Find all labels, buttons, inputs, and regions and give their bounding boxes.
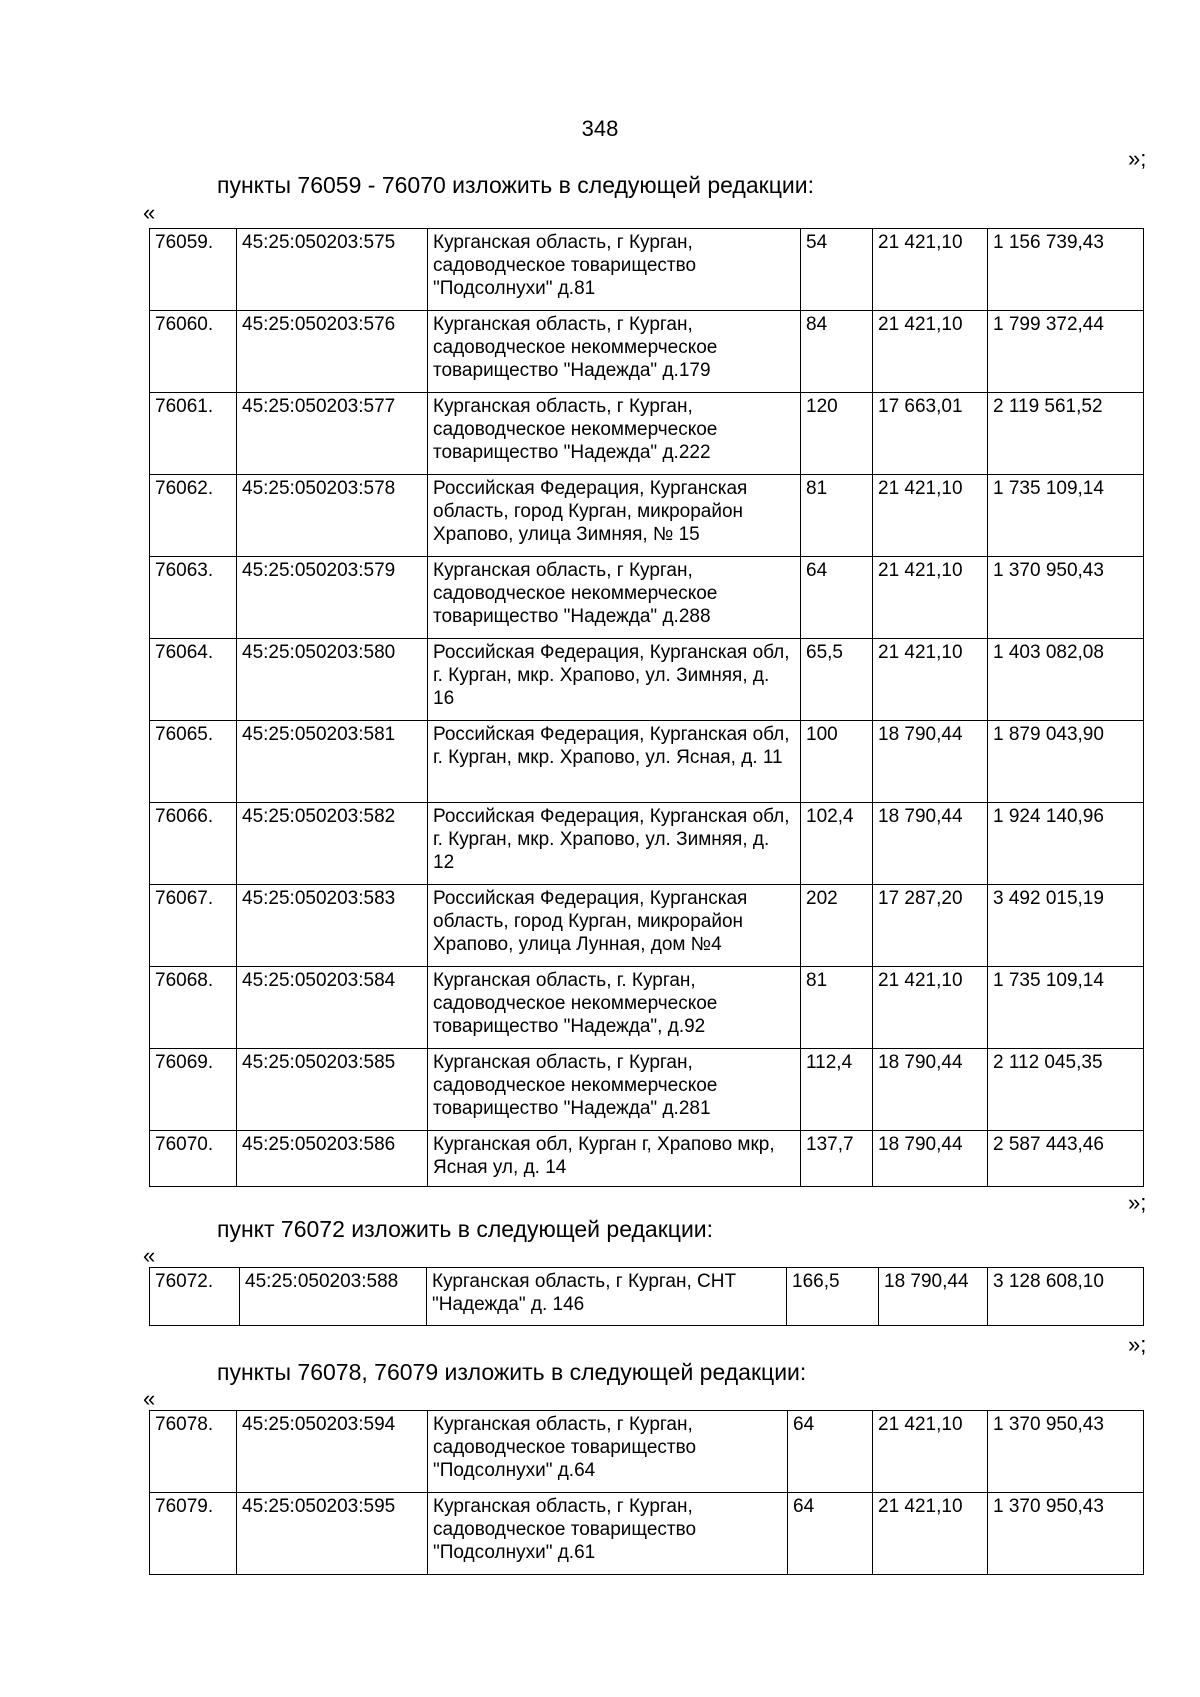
table-row (150, 721, 1144, 803)
address-cell: Российская Федерация, Курганская область, город Курган, микрорайон Храпово, улица Лунная, дом №4 (428, 885, 801, 967)
cadastral-value-cell: 2 119 561,52 (988, 393, 1144, 475)
area-cell: 65,5 (801, 639, 873, 721)
item-number-cell: 76072. (150, 1268, 240, 1326)
area-cell: 102,4 (801, 803, 873, 885)
area-cell: 166,5 (787, 1268, 879, 1326)
area-cell: 120 (801, 393, 873, 475)
opening-quote: « (143, 1386, 156, 1411)
cadastral-value-cell: 1 799 372,44 (988, 311, 1144, 393)
area-cell: 64 (788, 1493, 873, 1575)
table-row (150, 393, 1144, 475)
item-number-cell: 76062. (150, 475, 237, 557)
cadastral-number-cell: 45:25:050203:580 (237, 639, 428, 721)
table-row (150, 1411, 1144, 1493)
cadastral-number-cell: 45:25:050203:586 (237, 1131, 428, 1187)
table-row (150, 885, 1144, 967)
item-number-cell: 76066. (150, 803, 237, 885)
area-cell: 81 (801, 475, 873, 557)
cadastral-number-cell: 45:25:050203:588 (240, 1268, 427, 1326)
closing-quote: »; (1128, 1190, 1147, 1215)
cadastral-number-cell: 45:25:050203:578 (237, 475, 428, 557)
table-row (150, 803, 1144, 885)
table-row (150, 229, 1144, 311)
cadastral-value-cell: 1 403 082,08 (988, 639, 1144, 721)
item-number-cell: 76068. (150, 967, 237, 1049)
table-row (150, 311, 1144, 393)
rate-cell: 21 421,10 (873, 967, 988, 1049)
item-number-cell: 76063. (150, 557, 237, 639)
cadastral-value-cell: 3 128 608,10 (988, 1268, 1144, 1326)
table-row (150, 557, 1144, 639)
cadastral-value-cell: 1 924 140,96 (988, 803, 1144, 885)
amendments-table (149, 1267, 1144, 1326)
rate-cell: 18 790,44 (873, 1049, 988, 1131)
item-number-cell: 76065. (150, 721, 237, 803)
address-cell: Курганская область, г Курган, садоводческое некоммерческое товарищество "Надежда" д.222 (428, 393, 801, 475)
item-number-cell: 76078. (150, 1411, 237, 1493)
rate-cell: 17 663,01 (873, 393, 988, 475)
cadastral-number-cell: 45:25:050203:575 (237, 229, 428, 311)
rate-cell: 18 790,44 (879, 1268, 988, 1326)
cadastral-number-cell: 45:25:050203:582 (237, 803, 428, 885)
cadastral-value-cell: 1 370 950,43 (988, 1493, 1144, 1575)
area-cell: 137,7 (801, 1131, 873, 1187)
cadastral-value-cell: 2 587 443,46 (988, 1131, 1144, 1187)
item-number-cell: 76069. (150, 1049, 237, 1131)
address-cell: Российская Федерация, Курганская обл, г. Курган, мкр. Храпово, ул. Зимняя, д. 12 (428, 803, 801, 885)
item-number-cell: 76060. (150, 311, 237, 393)
cadastral-value-cell: 1 156 739,43 (988, 229, 1144, 311)
rate-cell: 21 421,10 (873, 557, 988, 639)
address-cell: Курганская область, г Курган, СНТ "Надежда" д. 146 (427, 1268, 787, 1326)
address-cell: Курганская область, г Курган, садоводческое товарищество "Подсолнухи" д.61 (428, 1493, 788, 1575)
address-cell: Курганская область, г Курган, садоводческое некоммерческое товарищество "Надежда" д.281 (428, 1049, 801, 1131)
amendments-table (149, 1410, 1144, 1575)
address-cell: Курганская область, г Курган, садоводческое товарищество "Подсолнухи" д.81 (428, 229, 801, 311)
item-number-cell: 76079. (150, 1493, 237, 1575)
cadastral-number-cell: 45:25:050203:594 (237, 1411, 428, 1493)
opening-quote: « (143, 1243, 156, 1268)
closing-quote: »; (1128, 146, 1147, 171)
area-cell: 81 (801, 967, 873, 1049)
address-cell: Курганская область, г Курган, садоводческое некоммерческое товарищество "Надежда" д.288 (428, 557, 801, 639)
cadastral-number-cell: 45:25:050203:581 (237, 721, 428, 803)
table-row (150, 967, 1144, 1049)
address-cell: Курганская обл, Курган г, Храпово мкр, Ясная ул, д. 14 (428, 1131, 801, 1187)
cadastral-value-cell: 1 370 950,43 (988, 1411, 1144, 1493)
rate-cell: 21 421,10 (873, 1411, 988, 1493)
rate-cell: 18 790,44 (873, 721, 988, 803)
address-cell: Российская Федерация, Курганская обл, г. Курган, мкр. Храпово, ул. Зимняя, д. 16 (428, 639, 801, 721)
table-row (150, 1268, 1144, 1326)
rate-cell: 21 421,10 (873, 639, 988, 721)
cadastral-value-cell: 1 370 950,43 (988, 557, 1144, 639)
item-number-cell: 76061. (150, 393, 237, 475)
cadastral-number-cell: 45:25:050203:579 (237, 557, 428, 639)
cadastral-value-cell: 1 735 109,14 (988, 967, 1144, 1049)
cadastral-value-cell: 2 112 045,35 (988, 1049, 1144, 1131)
table-row (150, 1493, 1144, 1575)
item-number-cell: 76070. (150, 1131, 237, 1187)
cadastral-number-cell: 45:25:050203:577 (237, 393, 428, 475)
cadastral-value-cell: 1 735 109,14 (988, 475, 1144, 557)
rate-cell: 21 421,10 (873, 229, 988, 311)
address-cell: Российская Федерация, Курганская обл, г. Курган, мкр. Храпово, ул. Ясная, д. 11 (428, 721, 801, 803)
cadastral-number-cell: 45:25:050203:576 (237, 311, 428, 393)
section-instruction: пункты 76059 - 76070 изложить в следующей редакции: (217, 172, 814, 198)
amendments-table (149, 228, 1144, 1187)
item-number-cell: 76064. (150, 639, 237, 721)
rate-cell: 18 790,44 (873, 1131, 988, 1187)
address-cell: Российская Федерация, Курганская область, город Курган, микрорайон Храпово, улица Зимняя, № 15 (428, 475, 801, 557)
area-cell: 64 (801, 557, 873, 639)
rate-cell: 21 421,10 (873, 1493, 988, 1575)
table-row (150, 1131, 1144, 1187)
closing-quote: »; (1128, 1332, 1147, 1357)
opening-quote: « (143, 200, 156, 225)
page-number: 348 (581, 116, 619, 141)
area-cell: 64 (788, 1411, 873, 1493)
area-cell: 84 (801, 311, 873, 393)
cadastral-number-cell: 45:25:050203:585 (237, 1049, 428, 1131)
rate-cell: 21 421,10 (873, 311, 988, 393)
address-cell: Курганская область, г Курган, садоводческое товарищество "Подсолнухи" д.64 (428, 1411, 788, 1493)
cadastral-value-cell: 3 492 015,19 (988, 885, 1144, 967)
cadastral-number-cell: 45:25:050203:595 (237, 1493, 428, 1575)
area-cell: 100 (801, 721, 873, 803)
address-cell: Курганская область, г Курган, садоводческое некоммерческое товарищество "Надежда" д.179 (428, 311, 801, 393)
area-cell: 54 (801, 229, 873, 311)
section-instruction: пункт 76072 изложить в следующей редакции: (217, 1216, 714, 1242)
item-number-cell: 76059. (150, 229, 237, 311)
table-row (150, 475, 1144, 557)
area-cell: 112,4 (801, 1049, 873, 1131)
cadastral-value-cell: 1 879 043,90 (988, 721, 1144, 803)
rate-cell: 21 421,10 (873, 475, 988, 557)
table-row (150, 1049, 1144, 1131)
section-instruction: пункты 76078, 76079 изложить в следующей редакции: (217, 1359, 807, 1385)
area-cell: 202 (801, 885, 873, 967)
item-number-cell: 76067. (150, 885, 237, 967)
cadastral-number-cell: 45:25:050203:584 (237, 967, 428, 1049)
rate-cell: 17 287,20 (873, 885, 988, 967)
table-row (150, 639, 1144, 721)
cadastral-number-cell: 45:25:050203:583 (237, 885, 428, 967)
rate-cell: 18 790,44 (873, 803, 988, 885)
address-cell: Курганская область, г. Курган, садоводческое некоммерческое товарищество "Надежда", д.92 (428, 967, 801, 1049)
